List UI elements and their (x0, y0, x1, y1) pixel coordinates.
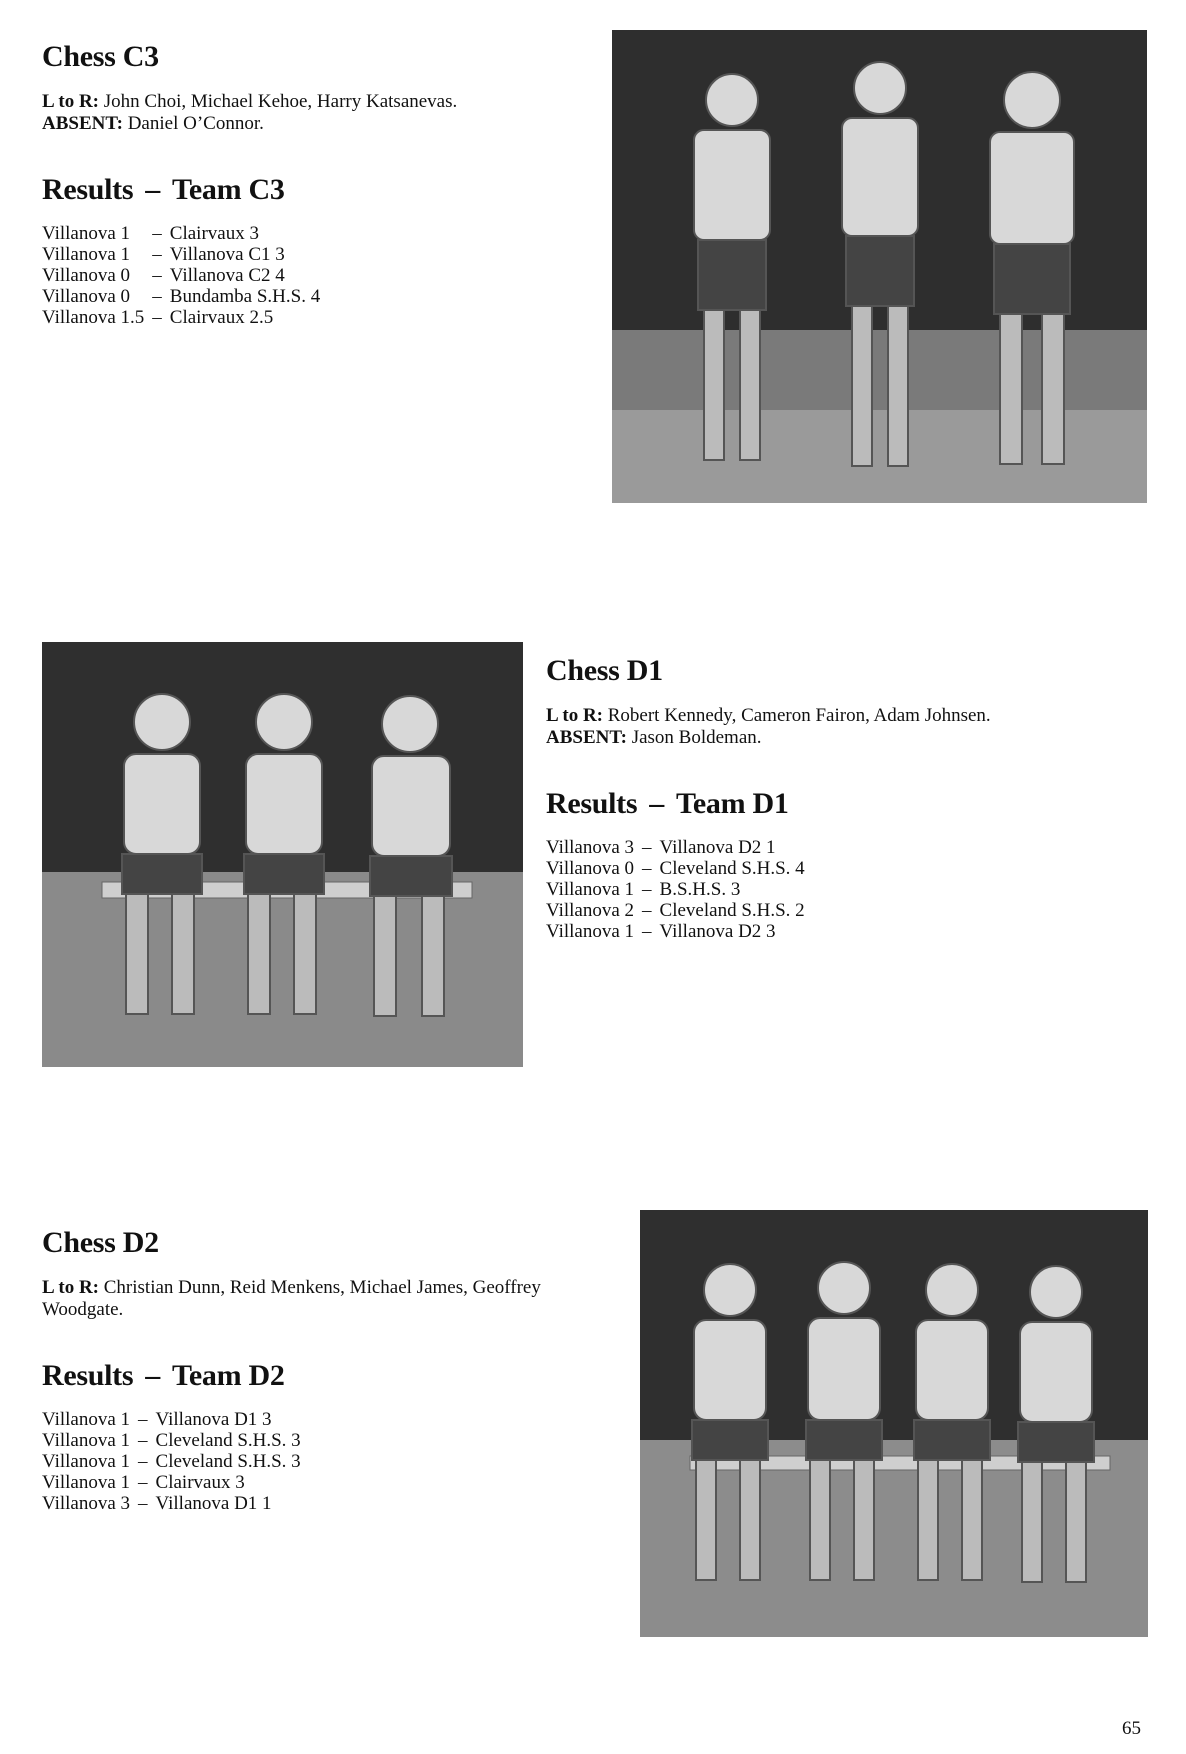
result-row: Villanova 0 – Cleveland S.H.S. 4 (546, 858, 805, 879)
section-chess-c3 (42, 40, 562, 328)
lineup-names: Christian Dunn, Reid Menkens, Michael James, Geoffrey Woodgate. (42, 1276, 541, 1320)
team-photo-c3 (612, 30, 1147, 503)
section-title: Chess D2 (42, 1226, 159, 1259)
lineup-names: John Choi, Michael Kehoe, Harry Katsanevas. (103, 90, 458, 112)
result-row: Villanova 3 – Villanova D2 1 (546, 837, 776, 858)
results-heading: Results – Team D1 (546, 786, 789, 820)
section-title: Chess D1 (546, 654, 663, 687)
section-title: Chess C3 (42, 40, 159, 73)
lineup-label: L to R: (42, 1276, 99, 1298)
result-row: Villanova 0 – Villanova C2 4 (42, 265, 285, 286)
lineup-label: L to R: (546, 704, 603, 726)
result-row: Villanova 0 – Bundamba S.H.S. 4 (42, 286, 321, 307)
team-lineup (546, 705, 1146, 749)
page-number: 65 (1122, 1718, 1141, 1739)
result-row: Villanova 1 – Cleveland S.H.S. 3 (42, 1430, 301, 1451)
result-row: Villanova 3 – Villanova D1 1 (42, 1493, 272, 1514)
absent-names: Daniel O’Connor. (127, 112, 264, 134)
result-row: Villanova 1 – Cleveland S.H.S. 3 (42, 1451, 301, 1472)
section-chess-d1 (546, 654, 1146, 942)
results-table (546, 837, 805, 942)
team-photo-d2 (640, 1210, 1148, 1637)
absent-names: Jason Boldeman. (631, 726, 762, 748)
absent-label: ABSENT: (42, 112, 123, 134)
team-lineup (42, 1277, 542, 1321)
result-row: Villanova 1 – Villanova D2 3 (546, 921, 776, 942)
results-heading: Results – Team D2 (42, 1358, 285, 1392)
result-row: Villanova 1.5 – Clairvaux 2.5 (42, 307, 274, 328)
result-row: Villanova 1 – Villanova C1 3 (42, 244, 285, 265)
section-chess-d2 (42, 1226, 542, 1514)
result-row: Villanova 1 – Villanova D1 3 (42, 1409, 272, 1430)
results-table (42, 1409, 301, 1514)
lineup-label: L to R: (42, 90, 99, 112)
team-lineup (42, 91, 562, 135)
absent-label: ABSENT: (546, 726, 627, 748)
results-table (42, 223, 320, 328)
result-row: Villanova 1 – Clairvaux 3 (42, 223, 259, 244)
result-row: Villanova 2 – Cleveland S.H.S. 2 (546, 900, 805, 921)
team-photo-d1 (42, 642, 523, 1067)
lineup-names: Robert Kennedy, Cameron Fairon, Adam Johnsen. (607, 704, 991, 726)
results-heading: Results – Team C3 (42, 172, 285, 206)
result-row: Villanova 1 – B.S.H.S. 3 (546, 879, 741, 900)
result-row: Villanova 1 – Clairvaux 3 (42, 1472, 245, 1493)
